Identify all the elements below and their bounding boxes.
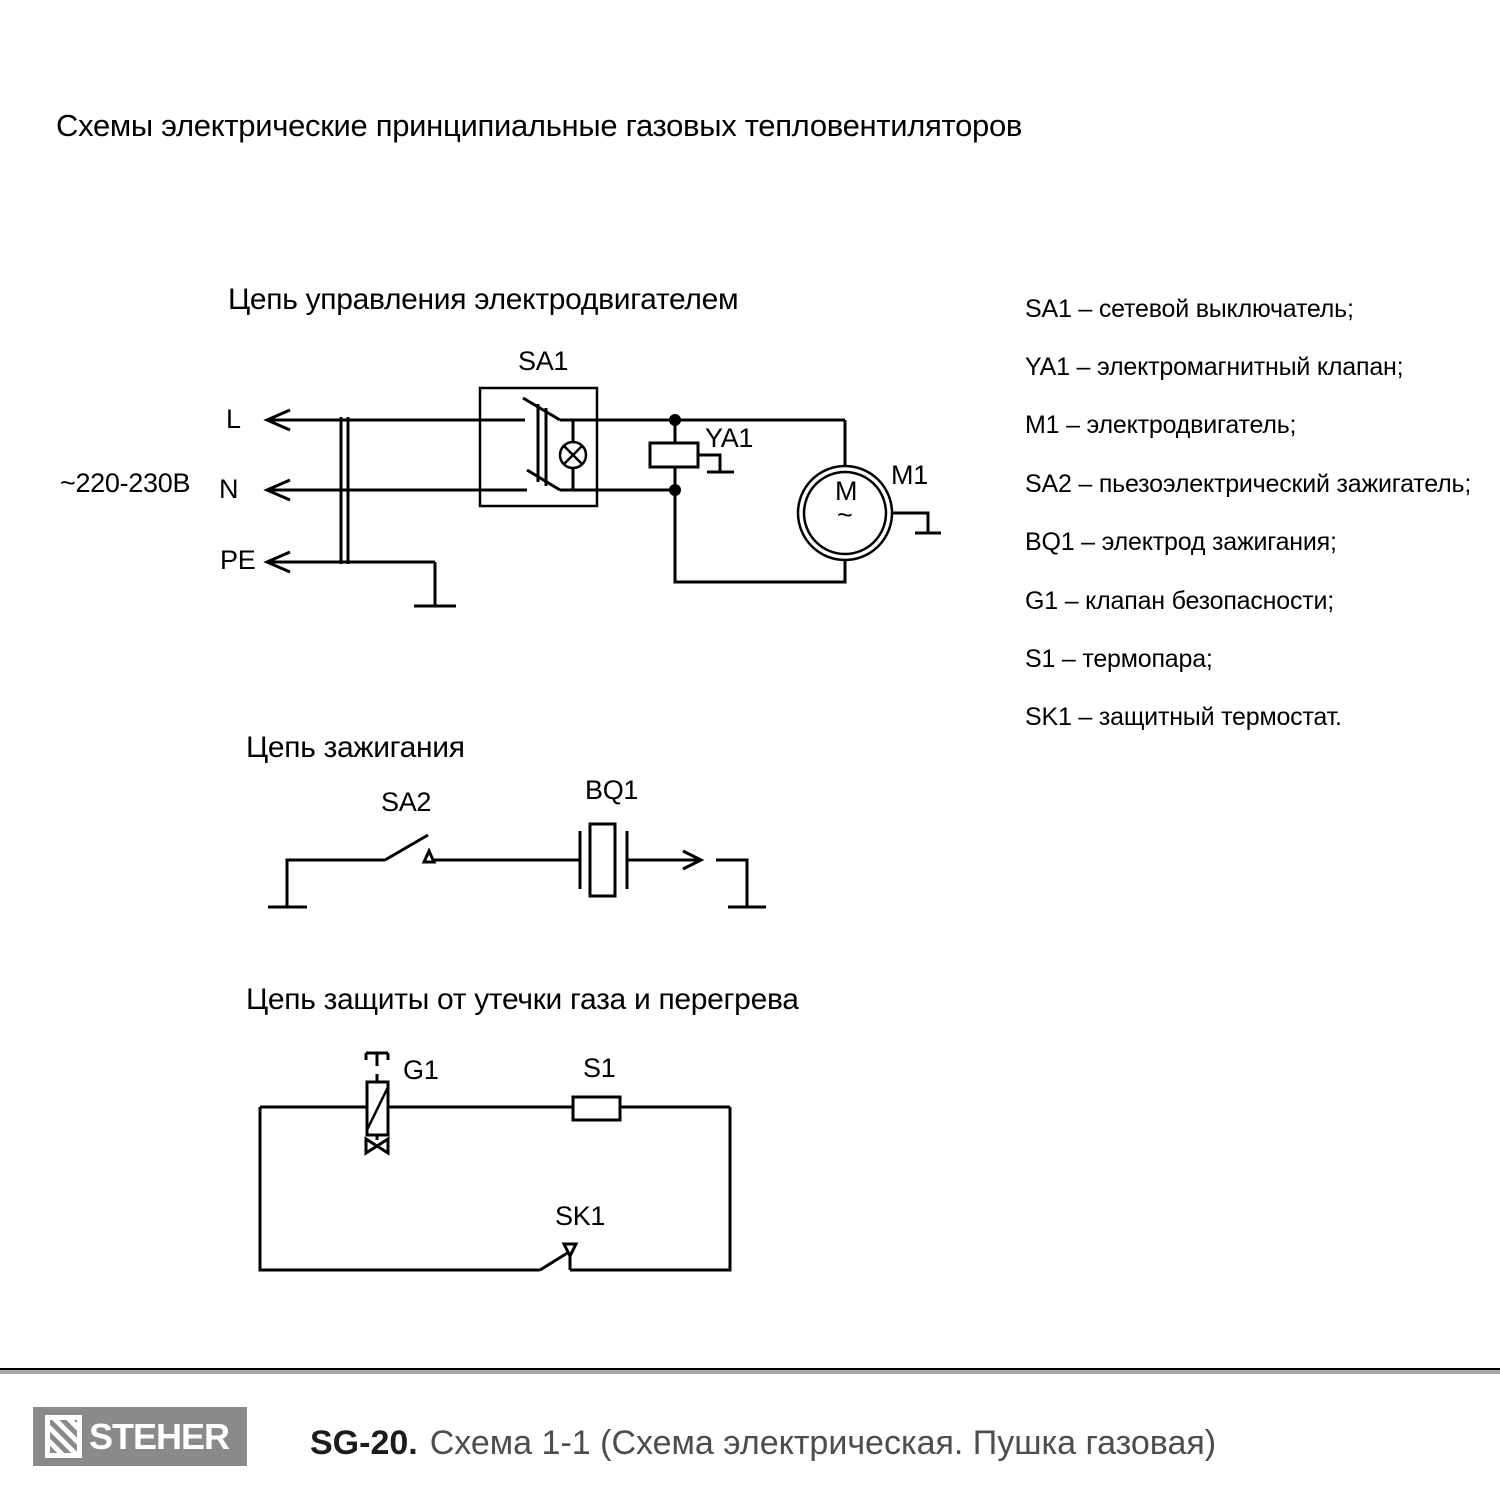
line-l-label: L bbox=[226, 404, 241, 434]
m1-label: M1 bbox=[891, 460, 928, 490]
legend-item-sa1: SA1 – сетевой выключатель; bbox=[1025, 294, 1354, 323]
power-input-lines bbox=[267, 410, 527, 606]
protection-circuit-title: Цепь защиты от утечки газа и перегрева bbox=[246, 983, 799, 1016]
ignition-circuit-drawing bbox=[268, 824, 766, 907]
g1-label: G1 bbox=[403, 1055, 439, 1085]
legend-item-sa2: SA2 – пьезоэлектрический зажигатель; bbox=[1025, 469, 1472, 498]
bq1-label: BQ1 bbox=[585, 775, 639, 805]
sa2-label: SA2 bbox=[381, 787, 432, 817]
steher-logo-icon bbox=[45, 1415, 82, 1458]
model-number: SG-20. bbox=[310, 1424, 418, 1462]
line-pe-label: PE bbox=[220, 545, 256, 575]
legend-item-g1: G1 – клапан безопасности; bbox=[1025, 586, 1335, 615]
steher-logo bbox=[33, 1407, 247, 1466]
legend-item-m1: M1 – электродвигатель; bbox=[1025, 411, 1297, 440]
scheme-caption: Схема 1-1 (Схема электрическая. Пушка газовая) bbox=[429, 1424, 1217, 1462]
s1-label: S1 bbox=[583, 1053, 616, 1083]
footer-caption bbox=[310, 1424, 1216, 1463]
ya1-label: YA1 bbox=[705, 423, 754, 453]
control-circuit-title: Цепь управления электродвигателем bbox=[228, 283, 739, 316]
footer-divider bbox=[0, 1368, 1500, 1374]
legend-item-ya1: YA1 – электромагнитный клапан; bbox=[1025, 353, 1404, 382]
steher-logo-text: STEHER bbox=[89, 1415, 230, 1457]
motor-letter: M bbox=[835, 476, 858, 506]
voltage-label: ~220-230В bbox=[60, 468, 191, 498]
motor-ac-symbol: ~ bbox=[837, 500, 853, 530]
legend-item-sk1: SK1 – защитный термостат. bbox=[1025, 703, 1342, 732]
legend-item-s1: S1 – термопара; bbox=[1025, 645, 1213, 674]
component-legend bbox=[1025, 280, 1485, 747]
legend-item-bq1: BQ1 – электрод зажигания; bbox=[1025, 528, 1337, 557]
sk1-label: SK1 bbox=[555, 1201, 606, 1231]
sa1-label: SA1 bbox=[518, 346, 569, 376]
line-n-label: N bbox=[219, 474, 239, 504]
ignition-circuit-title: Цепь зажигания bbox=[246, 731, 465, 764]
page-title: Схемы электрические принципиальные газовых тепловентиляторов bbox=[56, 108, 1023, 143]
protection-circuit-drawing bbox=[260, 1053, 730, 1270]
